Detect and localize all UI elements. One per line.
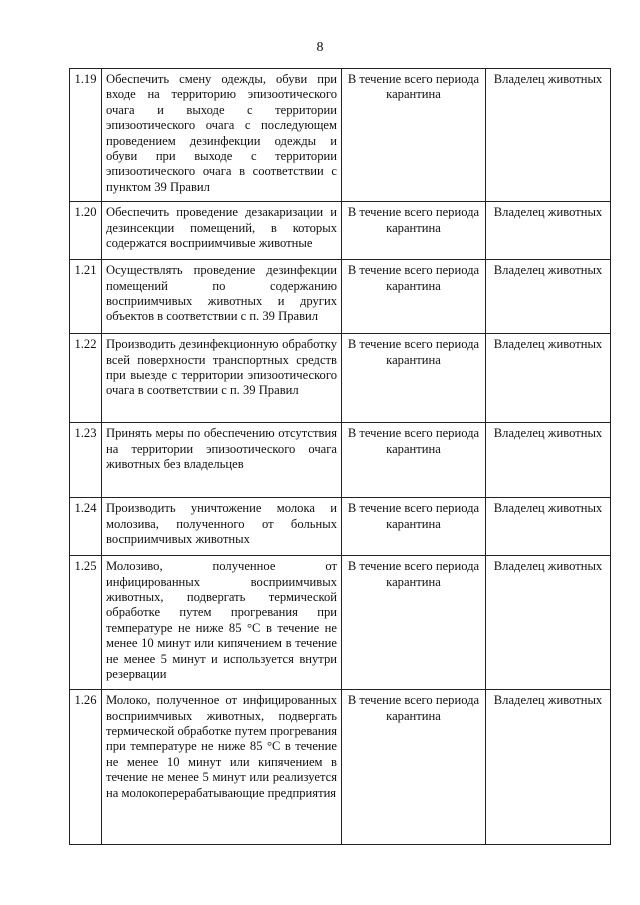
measure-text-cell: Молозиво, полученное от инфицированных восприимчивых животных, подвергать термической обработке путем прогревания при температуре не ниже 85 °С в течение не менее 10 минут или кипячением в течение не менее 5 минут и используется внутри резервации [102,556,342,690]
row-number-cell: 1.25 [70,556,102,690]
deadline-cell: В течение всего периода карантина [342,260,486,334]
table-row [70,498,611,556]
measure-text-cell: Молоко, полученное от инфицированных восприимчивых животных, подвергать термической обработке путем прогревания при температуре не ниже 85 °С в течение не менее 10 минут или кипячением в течение не менее 5 минут или реализуется на молокоперерабатывающие предприятия [102,690,342,845]
deadline-cell: В течение всего периода карантина [342,423,486,498]
table-row [70,423,611,498]
measure-text-cell: Обеспечить смену одежды, обуви при входе на территорию эпизоотического очага и выходе с территории эпизоотического очага с последующем проведением дезинфекции одежды и обуви при выходе с территории эпизоотического очага в соответствии с пунктом 39 Правил [102,69,342,202]
responsible-cell: Владелец животных [486,423,611,498]
row-number-cell: 1.20 [70,202,102,260]
responsible-cell: Владелец животных [486,69,611,202]
measure-text-cell: Производить дезинфекционную обработку всей поверхности транспортных средств при выезде с территории эпизоотического очага в соответствии с п. 39 Правил [102,334,342,423]
measure-text-cell: Производить уничтожение молока и молозива, полученного от больных восприимчивых животных [102,498,342,556]
deadline-cell: В течение всего периода карантина [342,690,486,845]
measures-table-body [70,69,611,845]
measures-table [69,68,611,845]
table-row [70,260,611,334]
deadline-cell: В течение всего периода карантина [342,202,486,260]
row-number-cell: 1.19 [70,69,102,202]
deadline-cell: В течение всего периода карантина [342,498,486,556]
row-number-cell: 1.22 [70,334,102,423]
responsible-cell: Владелец животных [486,556,611,690]
deadline-cell: В течение всего периода карантина [342,556,486,690]
measure-text-cell: Обеспечить проведение дезакаризации и дезинсекции помещений, в которых содержатся восприимчивые животные [102,202,342,260]
responsible-cell: Владелец животных [486,498,611,556]
table-row [70,690,611,845]
deadline-cell: В течение всего периода карантина [342,69,486,202]
row-number-cell: 1.24 [70,498,102,556]
table-row [70,334,611,423]
responsible-cell: Владелец животных [486,690,611,845]
page-number: 8 [316,40,324,55]
responsible-cell: Владелец животных [486,334,611,423]
measure-text-cell: Осуществлять проведение дезинфекции помещений по содержанию восприимчивых животных и других объектов в соответствии с п. 39 Правил [102,260,342,334]
responsible-cell: Владелец животных [486,202,611,260]
deadline-cell: В течение всего периода карантина [342,334,486,423]
responsible-cell: Владелец животных [486,260,611,334]
table-row [70,202,611,260]
table-row [70,69,611,202]
table-row [70,556,611,690]
row-number-cell: 1.21 [70,260,102,334]
row-number-cell: 1.23 [70,423,102,498]
measure-text-cell: Принять меры по обеспечению отсутствия на территории эпизоотического очага животных без владельцев [102,423,342,498]
row-number-cell: 1.26 [70,690,102,845]
